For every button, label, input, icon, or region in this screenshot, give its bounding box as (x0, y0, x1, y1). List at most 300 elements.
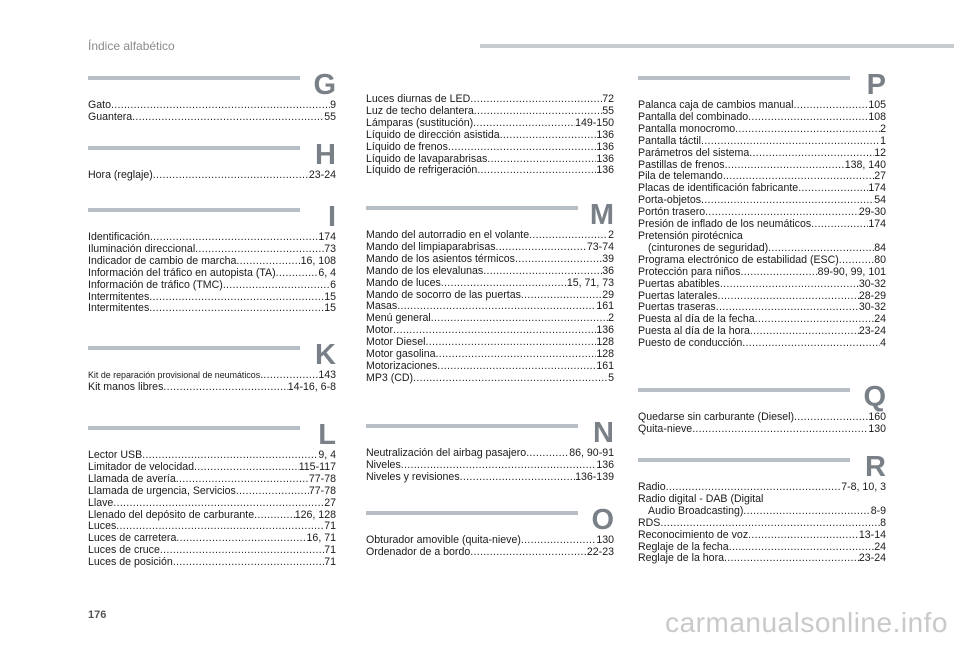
index-entry (366, 472, 614, 484)
entry-page: 4 (880, 337, 886, 350)
entry-page: 16, 108 (300, 254, 336, 267)
entry-leader (742, 338, 880, 350)
entry-leader (163, 382, 287, 394)
entry-page: 136 (596, 458, 614, 471)
entry-leader (763, 494, 886, 506)
entry-term: Mando de los asientos térmicos (366, 252, 515, 265)
entry-term: Motor Diesel (366, 336, 426, 349)
entry-term: Líquido de refrigeración (366, 164, 478, 177)
entry-leader (437, 361, 596, 373)
entry-term: Guantera (88, 110, 133, 123)
section-header (88, 202, 336, 232)
entry-page: 15, 71, 73 (566, 276, 614, 289)
entry-page: 73-74 (586, 240, 614, 253)
entry-page: 2 (880, 122, 886, 135)
entry-term: Motor gasolina (366, 348, 436, 361)
entry-leader (149, 303, 324, 315)
entry-leader (839, 255, 874, 267)
entry-leader (660, 518, 880, 530)
index-entry (88, 256, 336, 268)
section-letter: O (591, 504, 614, 536)
entry-term: Pila de telemando (638, 170, 723, 183)
entry-term: Kit de reparación provisional de neumáticos (88, 370, 261, 380)
index-entry (366, 448, 614, 460)
entry-page: 27 (874, 170, 886, 183)
index-entry (366, 547, 614, 559)
entry-term: Obturador amovible (quita-nieve) (366, 534, 521, 546)
entry-page: 7-8, 10, 3 (841, 481, 886, 493)
entry-term: Intermitentes (88, 290, 150, 303)
entry-leader (132, 112, 324, 124)
entry-leader (477, 165, 596, 177)
index-entry (366, 266, 614, 278)
entry-leader (431, 313, 608, 325)
index-entry (366, 290, 614, 302)
index-entry (88, 112, 336, 124)
entry-page: 2 (608, 229, 614, 241)
entry-term: Mando de socorro de las puertas (366, 288, 521, 301)
entry-leader (724, 553, 859, 565)
entry-page: 174 (868, 182, 886, 195)
section-letter: P (866, 69, 886, 101)
entry-page: 39 (602, 252, 614, 265)
section-header (366, 200, 614, 230)
entry-list (638, 482, 886, 565)
index-section-continued (366, 94, 614, 177)
entry-term: Reglaje de la hora (638, 552, 724, 565)
index-entry (366, 313, 614, 325)
entry-leader (149, 292, 324, 304)
entry-page: 55 (324, 110, 336, 123)
entry-term: Iluminación direccional (88, 242, 196, 255)
section-letter: K (315, 339, 336, 371)
entry-term: Puesta al día de la fecha (638, 313, 755, 326)
index-entry (366, 373, 614, 385)
watermark: carmanualsonline.info (665, 607, 948, 638)
entry-leader (701, 136, 880, 148)
section-header (88, 140, 336, 170)
index-entry (88, 382, 336, 394)
section-rule (88, 208, 300, 212)
entry-leader (460, 472, 575, 484)
entry-term: Lector USB (88, 449, 143, 461)
entry-term: MP3 (CD) (366, 371, 414, 384)
entry-term: Puertas laterales (638, 289, 718, 302)
entry-leader (153, 170, 309, 182)
entry-leader (725, 160, 845, 172)
index-entry (88, 303, 336, 315)
entry-leader (692, 424, 868, 436)
entry-page: 27 (324, 496, 336, 509)
entry-page: 128 (596, 348, 614, 361)
entry-leader (160, 545, 324, 557)
index-section-r (638, 452, 886, 565)
entry-term: Puertas traseras (638, 301, 716, 314)
entry-page: 23-24 (858, 552, 886, 565)
entry-term: Luces de carretera (88, 532, 177, 545)
index-entry (638, 506, 886, 518)
index-section-i (88, 202, 336, 315)
entry-leader (811, 219, 868, 231)
entry-page: 130 (596, 534, 614, 546)
entry-term: Placas de identificación fabricante (638, 182, 799, 195)
entry-term: Puertas abatibles (638, 277, 720, 290)
section-letter: R (865, 451, 886, 483)
page-header-label: Índice alfabético (88, 39, 175, 53)
entry-term: Mando del autorradio en el volante (366, 229, 530, 241)
entry-leader (470, 547, 587, 559)
entry-term: Información del tráfico en autopista (TA) (88, 266, 276, 279)
section-letter: G (313, 69, 336, 101)
entry-leader (176, 474, 309, 486)
entry-term: Radio digital - DAB (Digital (638, 492, 764, 505)
entry-page: 126, 128 (294, 508, 336, 521)
entry-term: Pretensión pirotécnica (638, 229, 743, 242)
entry-term: Líquido de dirección asistida (366, 128, 500, 141)
entry-term: Luz de techo delantera (366, 104, 474, 117)
entry-page: 136 (596, 152, 614, 165)
index-entry (366, 165, 614, 177)
entry-term: Niveles (366, 458, 401, 471)
section-header (366, 418, 614, 448)
entry-leader (750, 326, 859, 338)
index-entry (638, 255, 886, 267)
entry-page: 23-24 (858, 325, 886, 338)
entry-page: 161 (596, 359, 614, 372)
entry-page: 136 (596, 324, 614, 337)
index-entry (88, 498, 336, 510)
entry-page: 6 (330, 278, 336, 291)
entry-term: Puesto de conducción (638, 337, 743, 350)
entry-term: Luces diurnas de LED (366, 93, 471, 105)
entry-page: 174 (868, 218, 886, 231)
entry-term: Luces de cruce (88, 544, 160, 557)
section-rule (88, 426, 300, 430)
section-header (638, 70, 886, 100)
section-rule (638, 388, 850, 392)
index-section-h (88, 140, 336, 182)
section-letter: H (315, 139, 336, 171)
index-entry (638, 424, 886, 436)
entry-leader (749, 148, 874, 160)
entry-term: Hora (reglaje) (88, 169, 153, 181)
entry-page: 128 (596, 336, 614, 349)
entry-list (638, 412, 886, 436)
entry-page: 8-9 (870, 504, 886, 517)
entry-page: 115-117 (298, 460, 336, 473)
entry-page: 16, 71 (306, 532, 336, 545)
entry-term: Llave (88, 496, 114, 509)
entry-term: Reglaje de la fecha (638, 540, 729, 553)
header-divider (480, 44, 954, 48)
index-entry (366, 254, 614, 266)
entry-page: 136-139 (575, 470, 614, 483)
section-rule (366, 511, 578, 515)
index-entry (88, 474, 336, 486)
entry-term: Palanca caja de cambios manual (638, 99, 794, 111)
entry-term: Limitador de velocidad (88, 460, 194, 473)
index-entry (638, 518, 886, 530)
entry-term: Menú general (366, 312, 431, 325)
index-entry (638, 148, 886, 160)
entry-page: 24 (874, 540, 886, 553)
section-header (638, 382, 886, 412)
entry-page: 86, 90-91 (569, 447, 614, 459)
entry-page: 136 (596, 128, 614, 141)
index-entry (638, 267, 886, 279)
entry-term: (cinturones de seguridad) (648, 241, 769, 254)
entry-leader (798, 183, 868, 195)
section-rule (638, 458, 850, 462)
entry-list (638, 100, 886, 350)
entry-page: 138, 140 (844, 158, 886, 171)
entry-leader (755, 314, 875, 326)
section-header (88, 70, 336, 100)
entry-page: 29-30 (858, 206, 886, 219)
entry-page: 1 (880, 134, 886, 147)
section-rule (366, 206, 578, 210)
entry-term: Mando del limpiaparabrisas (366, 240, 496, 253)
entry-term: Motor (366, 324, 394, 337)
entry-page: 8 (880, 516, 886, 529)
entry-page: 30-32 (858, 301, 886, 314)
section-header (638, 452, 886, 482)
entry-leader (701, 195, 874, 207)
section-rule (638, 76, 850, 80)
entry-page: 71 (324, 544, 336, 557)
index-entry (88, 268, 336, 280)
entry-page: 84 (874, 241, 886, 254)
index-section-l (88, 420, 336, 569)
entry-leader (470, 94, 602, 106)
entry-term: Información de tráfico (TMC) (88, 278, 223, 291)
entry-page: 22-23 (586, 545, 614, 558)
index-entry (88, 510, 336, 522)
entry-leader (194, 462, 299, 474)
entry-list (366, 535, 614, 559)
entry-term: Intermitentes (88, 302, 150, 315)
entry-page: 136 (596, 164, 614, 177)
entry-leader (735, 124, 880, 136)
entry-page: 80 (874, 253, 886, 266)
entry-leader (487, 154, 596, 166)
entry-term: Mando de los elevalunas (366, 264, 484, 277)
entry-leader (521, 290, 602, 302)
section-letter: Q (863, 381, 886, 413)
entry-term: Porta-objetos (638, 194, 702, 207)
entry-leader (500, 130, 597, 142)
entry-page: 29 (602, 288, 614, 301)
section-letter: M (589, 199, 614, 231)
entry-leader (515, 254, 602, 266)
entry-term: Neutralización del airbag pasajero (366, 447, 527, 459)
entry-leader (748, 530, 859, 542)
entry-page: 13-14 (858, 528, 886, 541)
entry-page: 12 (874, 146, 886, 159)
index-section-g (88, 70, 336, 124)
entry-term: Líquido de frenos (366, 140, 448, 153)
index-entry (366, 142, 614, 154)
entry-page: 77-78 (308, 472, 336, 485)
index-entry (638, 136, 886, 148)
entry-term: Portón trasero (638, 206, 706, 219)
entry-page: 72 (602, 93, 614, 105)
entry-term: RDS (638, 516, 661, 529)
entry-list (88, 170, 336, 182)
entry-term: Mando de luces (366, 276, 441, 289)
index-entry (88, 486, 336, 498)
index-section-n (366, 418, 614, 484)
entry-page: 24 (874, 313, 886, 326)
entry-leader (794, 412, 868, 424)
section-rule (88, 76, 300, 80)
entry-list (366, 94, 614, 177)
entry-term: Radio (638, 481, 666, 493)
entry-term: Llenado del depósito de carburante (88, 508, 255, 521)
entry-term: Programa electrónico de estabilidad (ESC) (638, 253, 839, 266)
entry-page: 136 (596, 140, 614, 153)
entry-page: 23-24 (308, 169, 336, 181)
entry-leader (720, 279, 859, 291)
entry-term: Gato (88, 99, 111, 111)
index-entry (638, 124, 886, 136)
entry-page: 5 (608, 371, 614, 384)
section-header (366, 505, 614, 535)
entry-leader (413, 373, 608, 385)
entry-page: 105 (868, 99, 886, 111)
entry-term: Quedarse sin carburante (Diesel) (638, 411, 795, 423)
section-rule (366, 424, 578, 428)
index-entry (366, 130, 614, 142)
entry-list (88, 100, 336, 124)
index-entry (88, 557, 336, 569)
entry-page: 6, 4 (318, 266, 336, 279)
entry-term: Parámetros del sistema (638, 146, 750, 159)
index-entry (638, 279, 886, 291)
entry-leader (483, 266, 602, 278)
entry-term: Masas (366, 300, 398, 313)
entry-leader (718, 291, 859, 303)
entry-page: 15 (324, 290, 336, 303)
entry-term: Niveles y revisiones (366, 470, 460, 483)
entry-term: Líquido de lavaparabrisas (366, 152, 488, 165)
index-entry (638, 243, 886, 255)
page-number: 176 (88, 609, 107, 621)
entry-term: Audio Broadcasting) (648, 504, 744, 517)
entry-term: Luces de posición (88, 556, 173, 569)
entry-leader (448, 142, 596, 154)
entry-term: Luces (88, 520, 117, 533)
entry-leader (276, 268, 319, 280)
entry-page: 77-78 (308, 484, 336, 497)
section-header (88, 340, 336, 370)
entry-page: 71 (324, 556, 336, 569)
entry-term: Reconocimiento de voz (638, 528, 749, 541)
entry-leader (436, 349, 597, 361)
section-letter: N (593, 417, 614, 449)
entry-page: 36 (602, 264, 614, 277)
entry-term: Pantalla monocromo (638, 122, 736, 135)
entry-page: 89-90, 99, 101 (817, 265, 886, 278)
entry-leader (473, 118, 575, 130)
entry-leader (743, 506, 870, 518)
section-header (88, 420, 336, 450)
entry-leader (173, 557, 324, 569)
entry-term: Pastillas de frenos (638, 158, 725, 171)
entry-term: Indicador de cambio de marcha (88, 254, 237, 267)
entry-page: 149-150 (575, 116, 614, 129)
index-entry (638, 530, 886, 542)
entry-leader (768, 243, 874, 255)
entry-term: Llamada de avería (88, 472, 176, 485)
index-entry (366, 118, 614, 130)
entry-term: Lámparas (sustitución) (366, 116, 474, 129)
entry-leader (441, 278, 567, 290)
entry-page: 28-29 (858, 289, 886, 302)
entry-leader (425, 337, 596, 349)
entry-page: 161 (596, 300, 614, 313)
entry-page: 9, 4 (318, 449, 336, 461)
entry-term: Ordenador de a bordo (366, 545, 471, 558)
entry-list (88, 450, 336, 569)
index-section-m (366, 200, 614, 385)
entry-leader (521, 535, 596, 547)
entry-leader (113, 498, 324, 510)
entry-term: Puesta al día de la hora (638, 325, 750, 338)
entry-page: 30-32 (858, 277, 886, 290)
entry-page: 108 (868, 110, 886, 123)
entry-leader (740, 267, 817, 279)
index-section-o (366, 505, 614, 559)
entry-leader (236, 256, 300, 268)
entry-leader (729, 542, 875, 554)
entry-leader (176, 533, 306, 545)
entry-page: 2 (608, 312, 614, 325)
entry-page: 73 (324, 242, 336, 255)
entry-page: 9 (330, 99, 336, 111)
entry-term: Pantalla táctil (638, 134, 702, 147)
index-section-q (638, 382, 886, 436)
entry-page: 71 (324, 520, 336, 533)
entry-leader (111, 100, 330, 112)
section-rule (88, 146, 300, 150)
index-entry (88, 280, 336, 292)
entry-leader (254, 510, 295, 522)
entry-term: Identificación (88, 231, 150, 243)
entry-page: 174 (318, 231, 336, 243)
entry-list (366, 448, 614, 484)
section-letter: I (327, 201, 336, 233)
section-letter: L (318, 419, 336, 451)
entry-term: Pantalla del combinado (638, 110, 749, 123)
entry-term: Motorizaciones (366, 359, 438, 372)
entry-page: 54 (874, 194, 886, 207)
index-entry (638, 553, 886, 565)
index-section-k (88, 340, 336, 394)
entry-list (366, 230, 614, 385)
index-entry (88, 170, 336, 182)
entry-leader (223, 280, 330, 292)
entry-leader (236, 486, 309, 498)
entry-list (88, 232, 336, 315)
entry-list (88, 370, 336, 394)
section-rule (88, 346, 300, 350)
entry-page: 55 (602, 104, 614, 117)
entry-page: 15 (324, 302, 336, 315)
entry-term: Kit manos libres (88, 380, 164, 393)
entry-leader (526, 448, 569, 460)
index-entry (638, 338, 886, 350)
